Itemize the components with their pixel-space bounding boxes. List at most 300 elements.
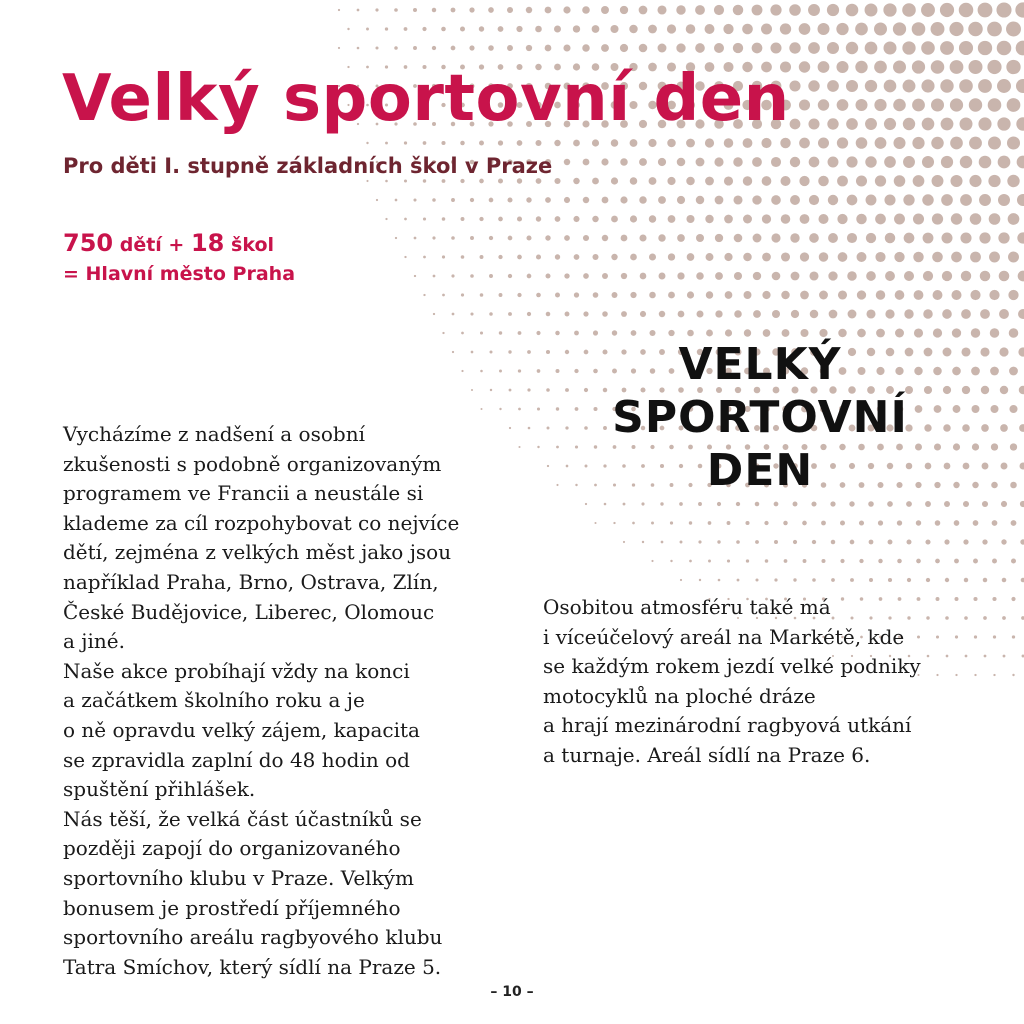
halftone-dot [554,26,561,33]
halftone-dot [422,27,426,31]
halftone-dot [1018,271,1024,282]
halftone-dot [1016,41,1024,56]
halftone-dot [865,4,878,17]
halftone-dot [1016,79,1024,93]
halftone-dot [771,157,781,167]
halftone-dot [583,197,589,203]
halftone-dot [992,559,997,564]
halftone-dot [526,197,531,202]
halftone-dot [592,216,598,222]
halftone-dot [630,215,637,222]
halftone-dot [856,137,868,149]
halftone-dot [545,197,551,203]
halftone-dot [893,61,906,74]
halftone-dot [923,309,933,319]
halftone-dot [1007,98,1021,112]
halftone-dot [982,501,988,507]
halftone-dot [696,310,703,317]
halftone-dot [847,195,858,206]
halftone-dot [963,463,970,470]
halftone-dot [866,271,876,281]
halftone-dot [725,329,732,336]
halftone-dot [699,579,701,581]
halftone-dot [810,310,819,319]
halftone-dot [789,4,801,16]
body-text-right [543,593,963,771]
halftone-dot [499,370,502,373]
halftone-dot [925,539,930,544]
halftone-dot [651,560,653,562]
halftone-dot [677,234,685,242]
halftone-dot [980,347,989,356]
halftone-dot [963,501,969,507]
halftone-dot [432,46,436,50]
halftone-dot [828,157,839,168]
halftone-dot [857,290,866,299]
halftone-dot [611,139,619,147]
halftone-dot [658,44,667,53]
halftone-dot [555,331,559,335]
halftone-dot [964,616,968,620]
halftone-dot [611,254,617,260]
halftone-dot [1001,501,1007,507]
halftone-dot [480,370,483,373]
halftone-dot [972,482,978,488]
halftone-dot [592,25,600,33]
halftone-dot [602,235,608,241]
halftone-dot [594,522,596,524]
text-line: České Budějovice, Liberec, Olomouc [63,599,435,624]
halftone-dot [771,233,780,242]
halftone-dot [922,156,934,168]
halftone-dot [537,407,540,410]
text-line: například Praha, Brno, Ostrava, Zlín, [63,569,439,594]
halftone-dot [962,386,970,394]
halftone-dot [442,294,445,297]
halftone-dot [987,22,1002,37]
halftone-dot [981,386,989,394]
halftone-dot [781,214,791,224]
halftone-dot [990,367,999,376]
halftone-dot [686,177,695,186]
halftone-dot [743,176,752,185]
halftone-dot [808,80,819,91]
halftone-dot [461,217,465,221]
halftone-dot [469,45,474,50]
halftone-dot [573,140,580,147]
halftone-dot [715,234,723,242]
halftone-dot [583,311,588,316]
halftone-dot [950,175,962,187]
halftone-dot [932,252,943,263]
halftone-dot [885,233,896,244]
halftone-dot [809,157,820,168]
halftone-dot [942,271,952,281]
halftone-dot [583,235,589,241]
halftone-dot [489,350,492,353]
halftone-dot [894,175,906,187]
halftone-dot [582,6,590,14]
halftone-dot [727,559,730,562]
stats-line-counts [63,228,295,260]
halftone-dot [528,427,531,430]
halftone-dot [932,213,943,224]
halftone-dot [677,272,684,279]
halftone-dot [993,674,995,676]
halftone-dot [518,446,520,448]
halftone-dot [423,294,425,296]
halftone-dot [903,156,915,168]
halftone-dot [706,330,713,337]
halftone-dot [725,291,733,299]
halftone-dot [696,158,705,167]
halftone-dot [659,311,665,317]
halftone-dot [954,559,959,564]
halftone-dot [764,521,768,525]
halftone-dot [903,80,916,93]
halftone-dot [714,157,723,166]
halftone-dot [724,215,733,224]
text-line: dětí, zejména z velkých měst jako jsou [63,540,452,565]
halftone-dot [828,271,837,280]
halftone-dot [432,236,435,239]
halftone-dot [902,41,915,54]
halftone-dot [793,540,797,544]
halftone-dot [620,44,628,52]
halftone-dot [903,194,914,205]
halftone-dot [799,176,809,186]
halftone-dot [611,177,618,184]
halftone-dot [545,235,550,240]
halftone-dot [838,290,847,299]
halftone-dot [441,27,446,32]
halftone-dot [818,176,829,187]
halftone-dot [913,213,924,224]
halftone-dot [686,24,696,34]
halftone-dot [818,137,829,148]
halftone-dot [885,271,895,281]
halftone-dot [705,24,715,34]
halftone-dot [442,332,444,334]
halftone-dot [897,559,902,564]
halftone-dot [527,388,530,391]
halftone-dot [878,520,883,525]
halftone-dot [677,158,686,167]
halftone-dot [857,252,867,262]
halftone-dot [668,330,674,336]
halftone-dot [912,22,926,36]
halftone-dot [461,293,464,296]
halftone-dot [821,521,826,526]
halftone-dot [959,79,973,93]
halftone-dot [630,254,637,261]
halftone-dot [988,98,1002,112]
halftone-dot [828,195,838,205]
halftone-dot [601,6,609,14]
halftone-dot [926,578,930,582]
halftone-dot [602,197,609,204]
halftone-dot [971,367,980,376]
halftone-dot [556,446,559,449]
halftone-dot [460,26,465,31]
halftone-dot [818,23,830,35]
halftone-dot [840,559,844,563]
halftone-dot [876,290,885,299]
halftone-dot [545,45,552,52]
halftone-dot [723,24,733,34]
halftone-dot [951,213,962,224]
halftone-dot [969,175,981,187]
halftone-dot [629,25,637,33]
halftone-dot [526,7,532,13]
halftone-dot [441,141,445,145]
halftone-dot [451,8,456,13]
halftone-dot [536,331,540,335]
text-line: a turnaje. Areál sídlí na Praze 6. [543,742,871,767]
halftone-dot [984,655,987,658]
halftone-dot [1001,539,1006,544]
halftone-dot [772,272,781,281]
text-line: Vycházíme z nadšení a osobní [63,422,365,446]
halftone-dot [631,330,637,336]
halftone-dot [906,501,912,507]
text-line: se každým rokem jezdí velké podniky [543,654,921,679]
halftone-dot [904,309,913,318]
halftone-dot [883,3,896,16]
halftone-dot [925,501,931,507]
halftone-dot [952,328,961,337]
halftone-dot [762,176,772,186]
page-subtitle: Pro děti I. stupně základních škol v Praze [63,154,553,178]
text-line: a hrají mezinárodní ragbyová utkání [543,713,912,738]
halftone-dot [1017,232,1024,243]
halftone-dot [1016,117,1024,130]
halftone-dot [632,522,635,525]
halftone-dot [907,578,911,582]
halftone-dot [752,195,761,204]
halftone-dot [912,137,924,149]
halftone-dot [761,138,771,148]
halftone-dot [680,579,682,581]
halftone-dot [708,521,712,525]
halftone-dot [846,42,858,54]
halftone-dot [1017,194,1024,206]
halftone-dot [676,5,685,14]
halftone-dot [978,117,991,130]
halftone-dot [574,254,580,260]
halftone-dot [743,253,752,262]
halftone-dot [830,501,835,506]
halftone-dot [799,23,811,35]
logo-line: SPORTOVNÍ [612,392,908,443]
halftone-dot [932,175,944,187]
halftone-dot [593,330,598,335]
halftone-dot [800,214,810,224]
halftone-dot [724,138,734,148]
halftone-dot [838,329,846,337]
halftone-dot [931,22,945,36]
halftone-dot [708,560,711,563]
text-line: Tatra Smíchov, který sídlí na Praze 5. [63,954,442,979]
text-line: sportovního klubu v Praze. Velkým [63,865,414,890]
halftone-dot [470,198,474,202]
stats-result: = Hlavní město Praha [63,263,296,285]
halftone-dot [452,351,454,353]
halftone-dot [837,176,848,187]
halftone-dot [941,118,954,131]
halftone-dot [935,520,941,526]
halftone-dot [827,80,839,92]
halftone-dot [639,44,648,53]
halftone-dot [800,252,809,261]
text-line: a jiné. [63,629,125,654]
halftone-dot [667,139,676,148]
halftone-dot [470,312,473,315]
halftone-dot [432,198,436,202]
halftone-dot [689,560,692,563]
halftone-dot [922,194,933,205]
halftone-dot [921,3,935,17]
halftone-dot [469,7,474,12]
halftone-dot [997,79,1011,93]
logo-line: VELKÝ [678,339,842,390]
halftone-dot [945,578,949,582]
halftone-dot [978,3,993,18]
halftone-dot [564,273,569,278]
halftone-dot [818,99,829,110]
halftone-dot [602,273,608,279]
halftone-dot [1011,559,1016,564]
halftone-dot [734,310,742,318]
halftone-dot [573,216,579,222]
halftone-dot [1006,22,1021,37]
halftone-dot [659,273,666,280]
halftone-dot [790,157,800,167]
halftone-dot [809,195,819,205]
halftone-dot [498,26,504,32]
halftone-dot [755,578,758,581]
event-logo [560,338,960,497]
halftone-dot [838,252,848,262]
halftone-dot [717,540,720,543]
schools-label: škol [231,234,275,256]
halftone-dot [498,140,503,145]
halftone-dot [887,501,893,507]
halftone-dot [914,290,924,300]
halftone-dot [903,118,915,130]
halftone-dot [993,635,996,638]
halftone-dot [461,332,464,335]
halftone-dot [782,329,790,337]
halftone-dot [990,405,998,413]
text-line: i víceúčelový areál na Markétě, kde [543,624,905,649]
halftone-dot [904,271,914,281]
halftone-dot [840,521,845,526]
halftone-dot [906,539,911,544]
halftone-dot [783,521,787,525]
halftone-dot [744,291,752,299]
halftone-dot [604,503,607,506]
halftone-dot [869,540,874,545]
halftone-dot [641,502,644,505]
halftone-dot [489,236,493,240]
halftone-dot [742,24,753,35]
text-line: sportovního areálu ragbyového klubu [63,925,443,950]
halftone-dot [733,195,742,204]
halftone-dot [940,41,954,55]
halftone-dot [933,328,942,337]
halftone-dot [895,290,905,300]
halftone-dot [546,312,551,317]
halftone-dot [752,5,763,16]
halftone-dot [827,118,838,129]
halftone-dot [573,178,579,184]
halftone-dot [780,138,790,148]
halftone-dot [865,118,877,130]
halftone-dot [789,42,800,53]
halftone-dot [999,347,1008,356]
children-label: dětí + [119,234,185,256]
halftone-dot [1002,616,1006,620]
halftone-dot [563,44,570,51]
logo-line: DEN [706,445,814,496]
halftone-dot [668,215,676,223]
halftone-dot [527,274,532,279]
halftone-dot [940,3,954,17]
halftone-dot [507,197,512,202]
halftone-dot [850,540,855,545]
halftone-dot [488,45,494,51]
halftone-dot [940,79,953,92]
halftone-dot [639,6,648,15]
halftone-dot [490,389,492,391]
halftone-dot [385,180,388,183]
halftone-dot [670,560,672,562]
halftone-dot [836,61,848,73]
halftone-dot [753,272,761,280]
halftone-dot [942,233,953,244]
halftone-dot [404,256,406,258]
halftone-dot [648,139,656,147]
halftone-dot [875,137,887,149]
halftone-dot [1020,501,1024,507]
halftone-dot [649,292,656,299]
halftone-dot [564,159,570,165]
halftone-dot [874,23,887,36]
halftone-dot [517,293,521,297]
halftone-dot [893,22,906,35]
halftone-dot [941,194,953,206]
halftone-dot [859,559,863,563]
halftone-dot [695,43,705,53]
halftone-dot [451,274,454,277]
halftone-dot [979,232,990,243]
halftone-dot [375,46,378,49]
halftone-dot [432,8,436,12]
halftone-dot [479,26,484,31]
halftone-dot [489,312,493,316]
halftone-dot [536,293,541,298]
halftone-dot [1018,347,1024,356]
halftone-dot [535,140,541,146]
halftone-dot [507,45,513,51]
halftone-dot [973,559,978,564]
halftone-dot [1020,539,1024,544]
halftone-dot [753,234,762,243]
halftone-dot [574,292,579,297]
halftone-dot [724,176,733,185]
halftone-dot [677,196,685,204]
